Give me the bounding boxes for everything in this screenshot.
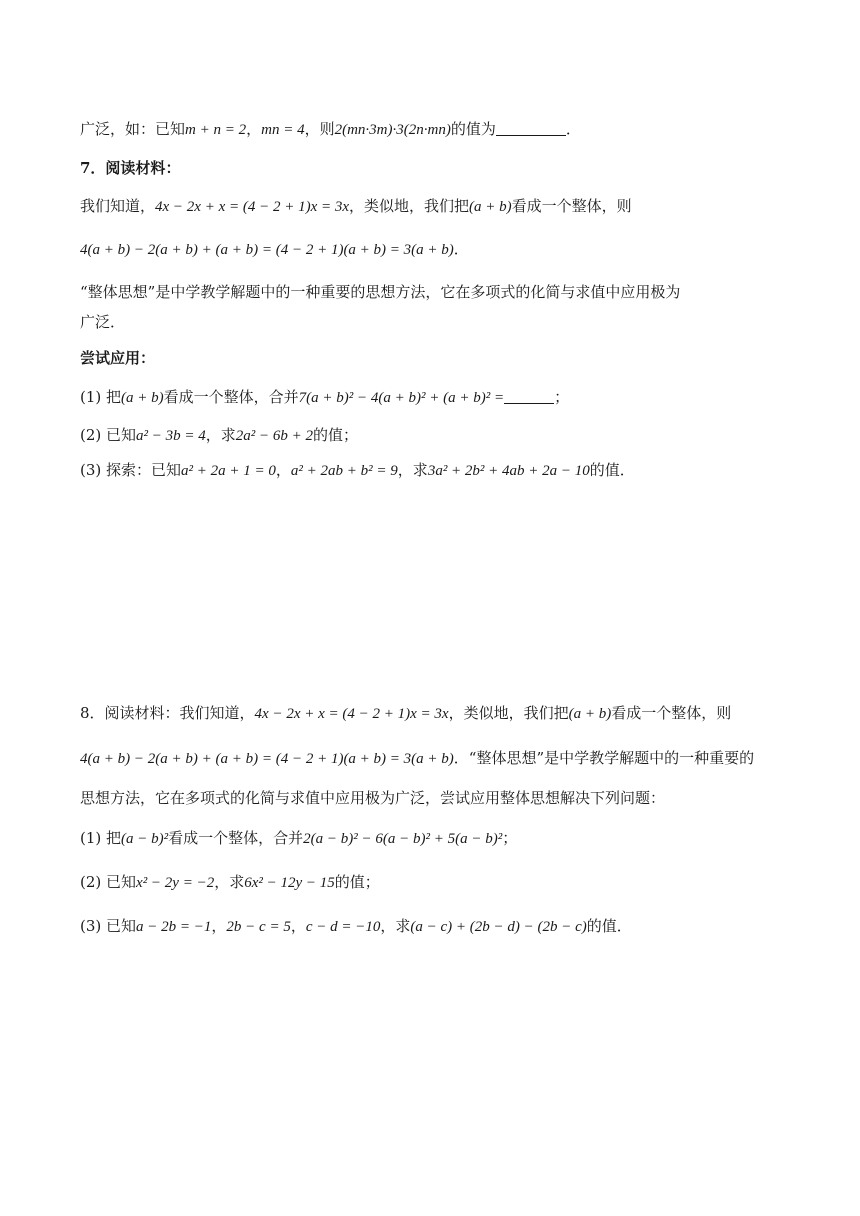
q8-p1-math-2: (a + b) (568, 706, 612, 722)
q7-s1-end: ； (554, 388, 570, 406)
q8-s3-math-3: c − d = −10 (305, 919, 381, 935)
intro-sep-2: ，则 (304, 120, 335, 138)
q8-s2-text-c: 的值； (334, 873, 380, 891)
q7-s1-blank[interactable] (504, 389, 554, 404)
q7-p2-math: 4(a + b) − 2(a + b) + (a + b) = (4 − 2 + 1)(a + b) = 3(a + b) (80, 242, 454, 258)
q8-p1-math-1: 4x − 2x + x = (4 − 2 + 1)x = 3x (254, 706, 449, 722)
q7-p1-math-2: (a + b) (469, 199, 512, 215)
q7-s2-text-c: 的值； (313, 426, 359, 444)
q7-s1-text-a: (1) 把 (80, 388, 122, 406)
q8-p1-text-b: ，类似地，我们把 (448, 704, 569, 722)
q8-s2-math-1: x² − 2y = −2 (136, 875, 215, 891)
q8-s3-text-c: ， (290, 917, 306, 935)
q7-p1-math-1: 4x − 2x + x = (4 − 2 + 1)x = 3x (155, 199, 350, 215)
q7-s1-math-1: (a + b) (121, 390, 164, 406)
q7-s2-text-b: ，求 (205, 426, 236, 444)
intro-text: 广泛，如：已知 (80, 120, 186, 138)
q8-s2-text-b: ，求 (214, 873, 245, 891)
q7-p2-end: ． (453, 240, 469, 258)
q8-paragraph-3: 思想方法，它在多项式的化简与求值中应用极为广泛，尝试应用整体思想解决下列问题： (80, 789, 666, 807)
q7-s2-text-a: (2) 已知 (80, 426, 137, 444)
intro-math-2: mn = 4 (261, 122, 305, 138)
intro-math-1: m + n = 2 (185, 122, 247, 138)
q8-s2-math-2: 6x² − 12y − 15 (244, 875, 335, 891)
q7-sub-3 (80, 459, 635, 482)
q7-p1-text-a: 我们知道， (80, 197, 156, 215)
q8-p1-text-a: 8．阅读材料：我们知道， (80, 704, 255, 722)
q8-p2-text: ．“整体思想”是中学教学解题中的一种重要的 (453, 749, 755, 767)
q7-s1-math-2: 7(a + b)² − 4(a + b)² + (a + b)² = (298, 390, 505, 406)
q7-s3-math-1: a² + 2a + 1 = 0 (181, 463, 276, 479)
q7-p1-text-c: 看成一个整体，则 (511, 197, 632, 215)
q8-s1-end: ； (502, 829, 518, 847)
q8-s3-math-1: a − 2b = −1 (136, 919, 212, 935)
q7-paragraph-4: 广泛． (80, 313, 126, 331)
q8-p1-text-c: 看成一个整体，则 (611, 704, 732, 722)
q8-s1-text-b: 看成一个整体，合并 (168, 829, 304, 847)
q8-paragraph-1 (80, 702, 731, 725)
q7-s2-math-1: a² − 3b = 4 (136, 428, 206, 444)
q7-s1-text-b: 看成一个整体，合并 (163, 388, 299, 406)
q8-s3-text-b: ， (211, 917, 227, 935)
q7-paragraph-3: “整体思想”是中学教学解题中的一种重要的思想方法，它在多项式的化简与求值中应用极为 (80, 283, 681, 301)
q7-s3-text-b: ， (275, 461, 291, 479)
answer-blank[interactable] (496, 121, 566, 136)
q7-s3-math-3: 3a² + 2b² + 4ab + 2a − 10 (427, 463, 590, 479)
q7-s3-text-a: (3) 探索：已知 (80, 461, 182, 479)
q7-sub-2 (80, 424, 358, 447)
q7-paragraph-2 (80, 238, 469, 261)
q7-s3-text-c: ，求 (397, 461, 428, 479)
q8-s1-math-2: 2(a − b)² − 6(a − b)² + 5(a − b)² (303, 831, 503, 847)
q7-s3-math-2: a² + 2ab + b² = 9 (290, 463, 398, 479)
q7-subtitle: 尝试应用： (80, 349, 156, 367)
q8-sub-1 (80, 827, 517, 850)
intro-sep-1: ， (246, 120, 262, 138)
q8-s3-text-a: (3) 已知 (80, 917, 137, 935)
q8-sub-2 (80, 871, 380, 894)
intro-end: ． (565, 120, 581, 138)
intro-tail: 的值为 (450, 120, 496, 138)
q8-s1-text-a: (1) 把 (80, 829, 122, 847)
q8-s2-text-a: (2) 已知 (80, 873, 137, 891)
q8-p2-math: 4(a + b) − 2(a + b) + (a + b) = (4 − 2 + 1)(a + b) = 3(a + b) (80, 751, 454, 767)
q8-s3-text-d: ，求 (380, 917, 411, 935)
q7-title: 7．阅读材料： (80, 159, 181, 177)
q7-p1-text-b: ，类似地，我们把 (349, 197, 470, 215)
q8-paragraph-2 (80, 747, 754, 770)
q7-s2-math-2: 2a² − 6b + 2 (235, 428, 314, 444)
q8-s3-math-2: 2b − c = 5 (226, 919, 291, 935)
q7-sub-1 (80, 386, 569, 409)
q8-sub-3 (80, 915, 632, 938)
q7-s3-text-d: 的值． (589, 461, 635, 479)
q8-s1-math-1: (a − b)² (121, 831, 169, 847)
q8-s3-math-4: (a − c) + (2b − d) − (2b − c) (410, 919, 587, 935)
q7-paragraph-1 (80, 195, 632, 218)
intro-line (80, 118, 581, 141)
intro-math-3: 2(mn·3m)·3(2n·mn) (334, 122, 451, 138)
q8-s3-text-e: 的值． (586, 917, 632, 935)
